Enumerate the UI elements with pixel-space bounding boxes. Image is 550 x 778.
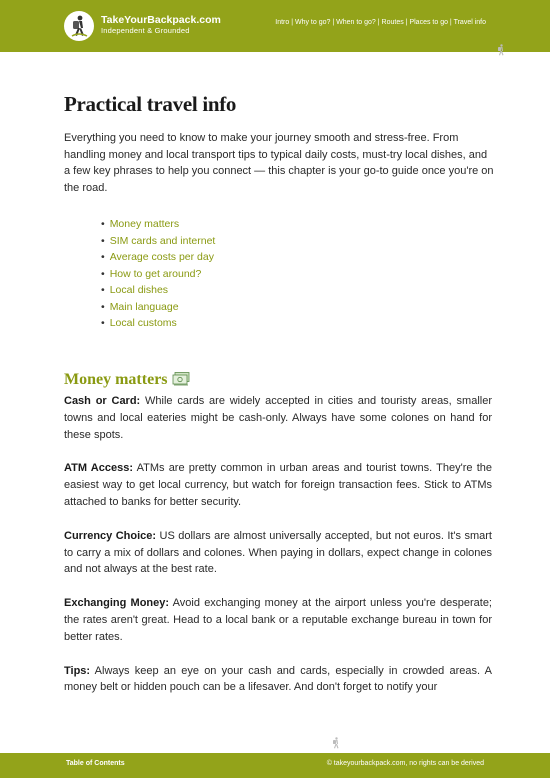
hiker-icon <box>496 44 506 56</box>
paragraph-atm-access <box>64 460 492 510</box>
paragraph-currency-choice <box>64 528 492 578</box>
toc-link-money-matters[interactable]: • Money matters <box>101 216 215 233</box>
top-nav: Intro | Why to go? | When to go? | Routes | Places to go | Travel info <box>275 19 486 26</box>
page-title: Practical travel info <box>64 92 237 116</box>
table-of-contents-link[interactable]: Table of Contents <box>66 760 125 767</box>
footer-bar <box>0 753 550 778</box>
term-exchanging-money: Exchanging Money: <box>64 597 170 610</box>
term-tips: Tips: <box>64 664 91 677</box>
paragraph-exchanging-money <box>64 595 492 645</box>
text-currency-choice: US dollars are almost universally accepted, but not euros. It's smart to carry a mix of dollars and colones. When paying in dollars, expect change in colones and not always at the best rate. <box>64 529 492 576</box>
text-cash-or-card: While cards are widely accepted in cities and touristy areas, smaller towns and local eateries might be cash-only. Always have some colones on hand for these spots. <box>64 395 492 441</box>
brand-name: TakeYourBackpack.com <box>101 14 221 26</box>
toc-link-local-customs[interactable]: • Local customs <box>101 315 215 332</box>
term-atm-access: ATM Access: <box>64 462 133 475</box>
paragraph-cash-or-card <box>64 393 492 443</box>
brand[interactable] <box>101 14 221 36</box>
chapter-toc <box>101 216 215 332</box>
backpacker-logo-icon <box>69 15 89 37</box>
text-exchanging-money: Avoid exchanging money at the airport unless you're desperate; the rates aren't great. Head to a local bank or a reputable exchange bureau in town for better rates. <box>64 597 492 643</box>
nav-why-to-go[interactable]: Why to go? <box>294 19 331 26</box>
toc-link-average-costs[interactable]: • Average costs per day <box>101 249 215 266</box>
section-heading <box>64 371 190 389</box>
text-tips: Always keep an eye on your cash and cards, especially in crowded areas. A money belt or hidden pouch can be a lifesaver. And don't forget to notify your <box>64 664 492 694</box>
copyright-text: © takeyourbackpack.com, no rights can be derived <box>326 760 484 767</box>
nav-places-to-go[interactable]: Places to go <box>409 19 448 26</box>
section-heading-text: Money matters <box>64 371 168 388</box>
intro-paragraph: Everything you need to know to make your journey smooth and stress-free. From handling money and local transport tips to typical daily costs, must-try local dishes, and a few key phrases to help you connect — this chapter is your go-to guide once you're on the road. <box>64 132 494 194</box>
toc-link-get-around[interactable]: • How to get around? <box>101 266 215 283</box>
nav-intro[interactable]: Intro <box>275 19 290 26</box>
toc-link-local-dishes[interactable]: • Local dishes <box>101 282 215 299</box>
header-bar <box>0 0 550 52</box>
paragraph-tips <box>64 663 492 697</box>
text-atm-access: ATMs are pretty common in urban areas and tourist towns. They're the easiest way to get local currency, but watch for foreign transaction fees. Stick to ATMs attached to banks for better security. <box>64 462 492 508</box>
nav-when-to-go[interactable]: When to go? <box>336 19 376 26</box>
money-matters-section <box>64 393 492 713</box>
toc-link-sim-cards[interactable]: • SIM cards and internet <box>101 233 215 250</box>
toc-link-main-language[interactable]: • Main language <box>101 299 215 316</box>
brand-tagline: Independent & Grounded <box>101 26 190 35</box>
nav-travel-info[interactable]: Travel info <box>453 19 486 26</box>
term-cash-or-card: Cash or Card: <box>64 395 141 407</box>
term-currency-choice: Currency Choice: <box>64 529 157 542</box>
logo[interactable] <box>64 11 94 41</box>
money-icon <box>172 372 190 386</box>
hiker-footer-icon <box>331 737 341 749</box>
nav-routes[interactable]: Routes <box>381 19 404 26</box>
